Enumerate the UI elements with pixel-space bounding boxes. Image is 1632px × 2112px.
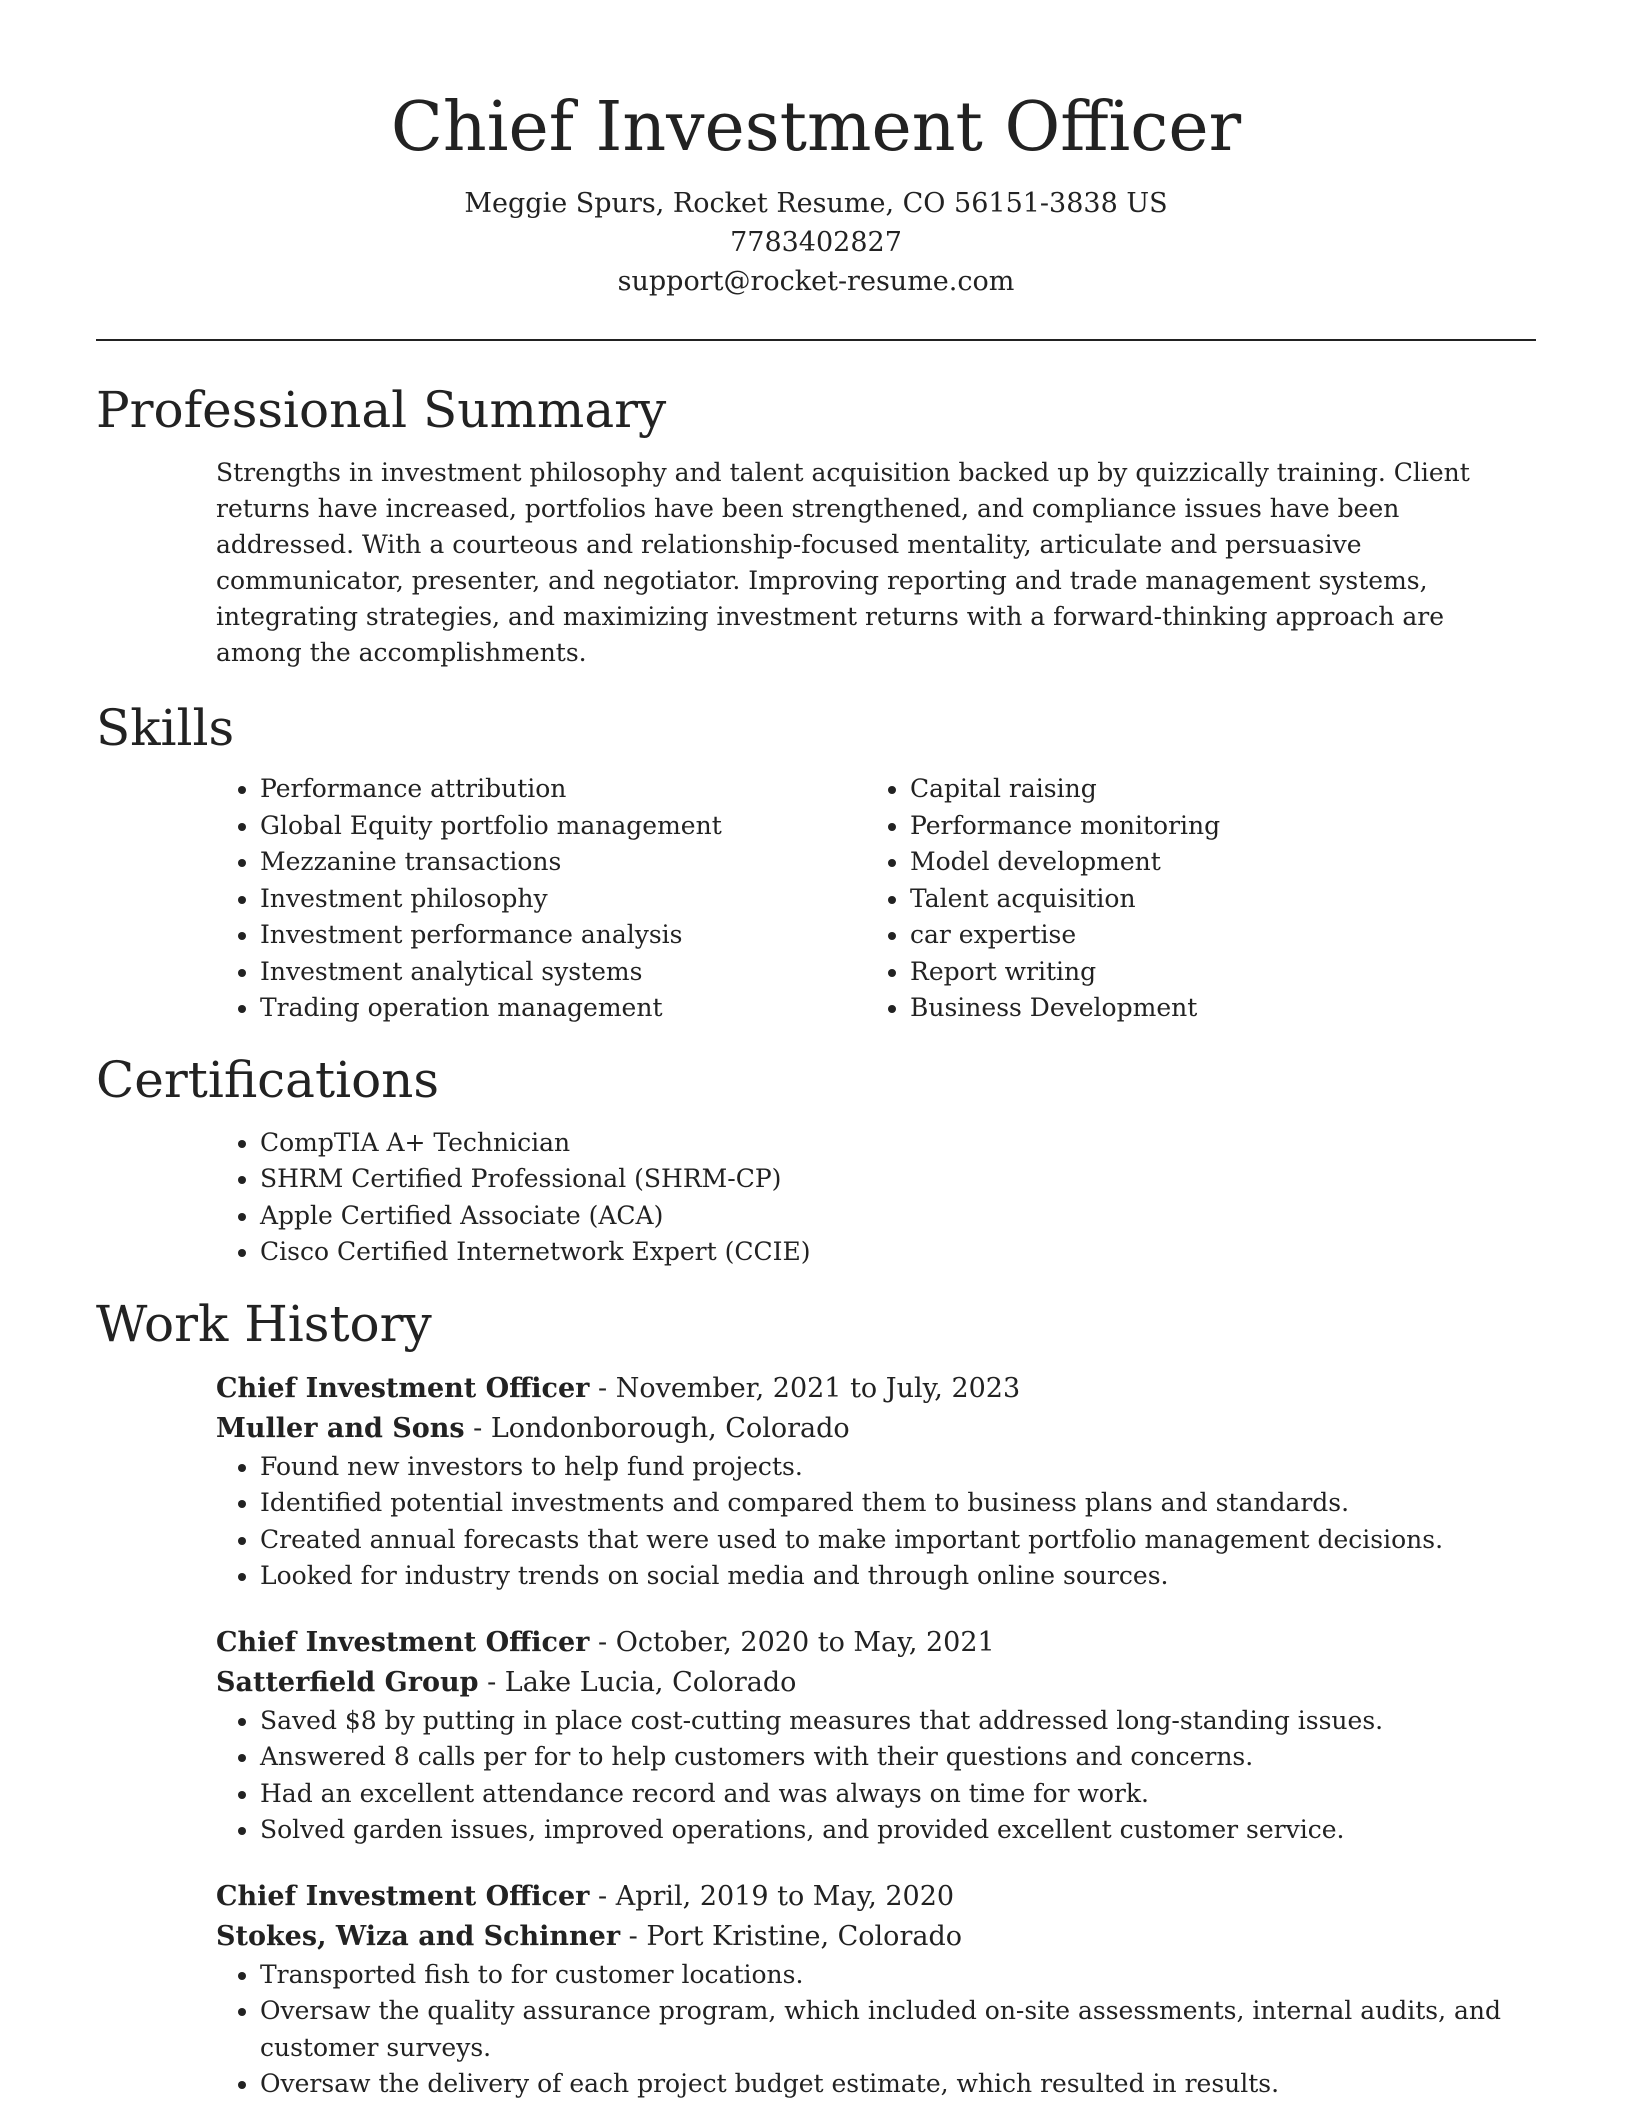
job-dates: - October, 2020 to May, 2021 bbox=[589, 1626, 995, 1658]
skill-item: • Model development bbox=[910, 844, 1516, 881]
contact-block bbox=[96, 184, 1536, 301]
job-role: Chief Investment Officer bbox=[216, 1372, 590, 1404]
skill-item: • Report writing bbox=[910, 954, 1516, 991]
resume-title: Chief Investment Officer bbox=[390, 88, 1242, 167]
certifications-heading: Certifications bbox=[96, 1050, 440, 1109]
job-company-line bbox=[216, 1663, 1536, 1703]
job-company: Stokes, Wiza and Schinner bbox=[216, 1920, 621, 1952]
job-company-line bbox=[216, 1409, 1536, 1449]
certification-item: • Apple Certified Associate (ACA) bbox=[260, 1198, 1536, 1235]
skill-item: • Investment performance analysis bbox=[260, 917, 866, 954]
header-divider bbox=[96, 339, 1536, 341]
skill-item: • Investment philosophy bbox=[260, 881, 866, 918]
skill-item: • Mezzanine transactions bbox=[260, 844, 866, 881]
skill-item: • Capital raising bbox=[910, 771, 1516, 808]
job-company: Satterfield Group bbox=[216, 1666, 479, 1698]
certification-item: • CompTIA A+ Technician bbox=[260, 1125, 1536, 1162]
job-role: Chief Investment Officer bbox=[216, 1880, 590, 1912]
job-duty: • Found new investors to help fund projects. bbox=[260, 1449, 1536, 1486]
job-title-line bbox=[216, 1877, 1536, 1917]
certification-item: • SHRM Certified Professional (SHRM-CP) bbox=[260, 1161, 1536, 1198]
skill-item: • Global Equity portfolio management bbox=[260, 808, 866, 845]
job-role: Chief Investment Officer bbox=[216, 1626, 590, 1658]
skills-heading: Skills bbox=[96, 699, 235, 757]
job-entry bbox=[216, 1623, 1536, 1849]
skill-item: • Performance attribution bbox=[260, 771, 866, 808]
work-history-heading: Work History bbox=[96, 1294, 432, 1353]
job-duties-list bbox=[216, 1957, 1536, 2103]
certifications-list bbox=[216, 1125, 1536, 1271]
job-duty: • Oversaw the quality assurance program, which included on-site assessments, internal audits, and customer surveys. bbox=[260, 1993, 1536, 2066]
skills-list-left bbox=[216, 771, 866, 1027]
certification-item: • Cisco Certified Internetwork Expert (CCIE) bbox=[260, 1234, 1536, 1271]
summary-heading: Professional Summary bbox=[96, 381, 667, 439]
contact-email: support@rocket-resume.com bbox=[617, 266, 1015, 297]
job-duty: • Answered 8 calls per for to help customers with their questions and concerns. bbox=[260, 1739, 1536, 1776]
job-dates: - November, 2021 to July, 2023 bbox=[589, 1372, 1021, 1404]
job-title-line bbox=[216, 1623, 1536, 1663]
contact-phone: 7783402827 bbox=[730, 227, 902, 258]
job-duty: • Had an excellent attendance record and was always on time for work. bbox=[260, 1776, 1536, 1813]
summary-text: Strengths in investment philosophy and talent acquisition backed up by quizzically training. Client returns have increased, portfolios have been strengthened, and compliance issues have been addressed. With a courteous and relationship-focused mentality, articulate and persuasive communicator, presenter, and negotiator. Improving reporting and trade management systems, integrating strategies, and maximizing investment returns with a forward-thinking approach are among the accomplishments. bbox=[216, 458, 1470, 667]
certifications-block bbox=[216, 1125, 1536, 1271]
job-entry bbox=[216, 1369, 1536, 1595]
job-duty: • Identified potential investments and compared them to business plans and standards. bbox=[260, 1485, 1536, 1522]
job-title-line bbox=[216, 1369, 1536, 1409]
skill-item: • Trading operation management bbox=[260, 990, 866, 1027]
skill-item: • Performance monitoring bbox=[910, 808, 1516, 845]
job-duty: • Created annual forecasts that were used to make important portfolio management decisions. bbox=[260, 1522, 1536, 1559]
contact-address: Meggie Spurs, Rocket Resume, CO 56151-3838 US bbox=[464, 188, 1168, 219]
job-dates: - April, 2019 to May, 2020 bbox=[589, 1880, 955, 1912]
job-duties-list bbox=[216, 1703, 1536, 1849]
job-entry bbox=[216, 1877, 1536, 2103]
job-duty: • Transported fish to for customer locations. bbox=[260, 1957, 1536, 1994]
job-duties-list bbox=[216, 1449, 1536, 1595]
job-company: Muller and Sons bbox=[216, 1412, 465, 1444]
skills-column-left bbox=[216, 771, 866, 1027]
job-duty: • Solved garden issues, improved operations, and provided excellent customer service. bbox=[260, 1812, 1536, 1849]
job-duty: • Oversaw the delivery of each project budget estimate, which resulted in results. bbox=[260, 2066, 1536, 2103]
job-duty: • Looked for industry trends on social media and through online sources. bbox=[260, 1558, 1536, 1595]
skills-column-right bbox=[866, 771, 1516, 1027]
job-company-line bbox=[216, 1917, 1536, 1957]
skill-item: • Investment analytical systems bbox=[260, 954, 866, 991]
resume-page bbox=[96, 0, 1536, 2103]
skill-item: • Business Development bbox=[910, 990, 1516, 1027]
skills-grid bbox=[216, 771, 1536, 1027]
skills-list-right bbox=[866, 771, 1516, 1027]
job-location: - Lake Lucia, Colorado bbox=[478, 1666, 797, 1698]
job-duty: • Saved $8 by putting in place cost-cutting measures that addressed long-standing issues. bbox=[260, 1703, 1536, 1740]
skill-item: • car expertise bbox=[910, 917, 1516, 954]
job-location: - Port Kristine, Colorado bbox=[620, 1920, 962, 1952]
skill-item: • Talent acquisition bbox=[910, 881, 1516, 918]
job-location: - Londonborough, Colorado bbox=[464, 1412, 850, 1444]
